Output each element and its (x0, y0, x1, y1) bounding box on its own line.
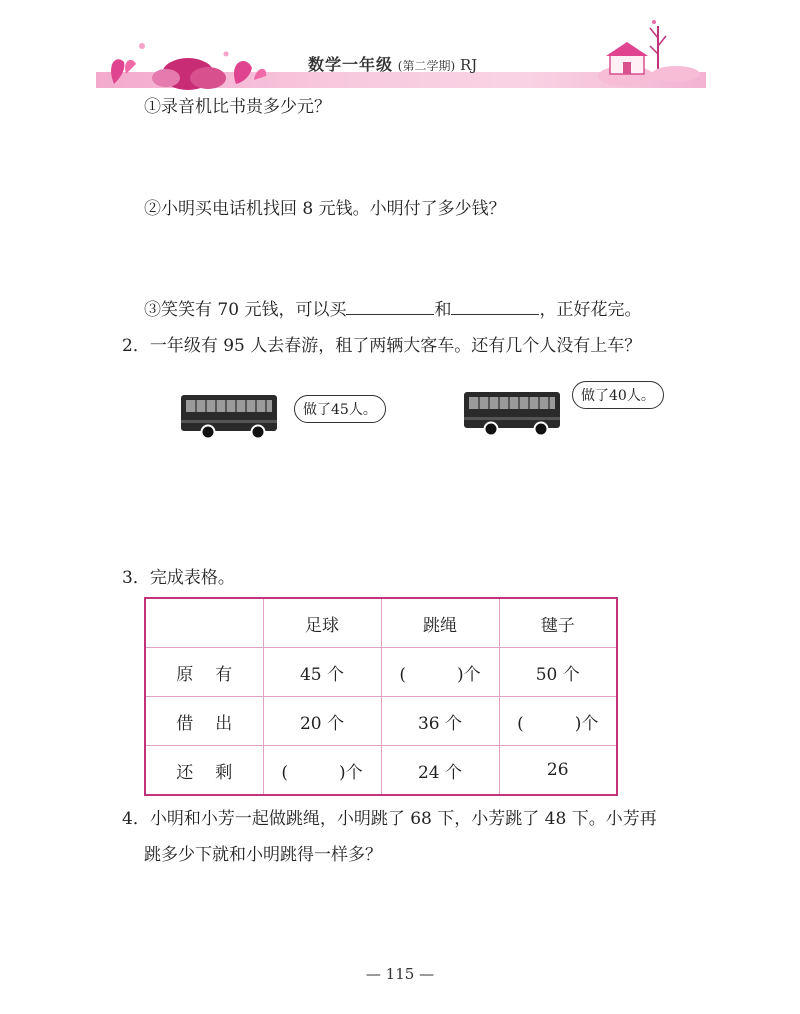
bus-2 (463, 389, 573, 439)
table-cell-blank[interactable]: ( )个 (381, 648, 499, 697)
flower-decoration-icon (96, 34, 276, 90)
q1-sub3-middle: 和 (434, 300, 452, 320)
question-1-sub-2: ②小明买电话机找回 8 元钱。小明付了多少钱？ (144, 199, 506, 219)
table-cell-blank[interactable]: ( )个 (499, 697, 617, 746)
table-header-cell: 足球 (263, 598, 381, 648)
table-cell: 50 个 (499, 648, 617, 697)
table-header-cell: 毽子 (499, 598, 617, 648)
answer-blank-1[interactable] (346, 298, 434, 315)
table-cell: 24 个 (381, 746, 499, 796)
table-header-cell (145, 598, 263, 648)
question-1-sub-1: ①录音机比书贵多少元？ (144, 97, 331, 117)
data-table (144, 597, 618, 796)
question-4-line-2: 跳多少下就和小明跳得一样多？ (144, 845, 382, 865)
answer-blank-2[interactable] (451, 298, 539, 315)
bus-2-speech-bubble: 做了40人。 (572, 381, 664, 409)
book-title: 数学一年级 (308, 55, 394, 74)
table-cell: 36 个 (381, 697, 499, 746)
page-header (96, 18, 706, 90)
table-cell: 45 个 (263, 648, 381, 697)
book-term: (第二学期) (397, 59, 456, 73)
question-3: 3．完成表格。 (122, 568, 235, 588)
bus-icon (463, 389, 563, 437)
book-edition: RJ (459, 56, 478, 74)
table-header-cell: 跳绳 (381, 598, 499, 648)
question-4-line-1: 4．小明和小芳一起做跳绳，小明跳了 68 下，小芳跳了 48 下。小芳再 (122, 809, 657, 829)
bus-icon (180, 392, 280, 440)
house-decoration-icon (596, 18, 706, 90)
table-row-label: 原有 (145, 648, 263, 697)
header-title (308, 52, 477, 75)
q1-sub3-suffix: ，正好花完。 (539, 300, 642, 320)
table-row-label: 还剩 (145, 746, 263, 796)
table-row (145, 648, 617, 697)
page-number: — 115 — (365, 965, 435, 983)
table-cell: 26 (499, 746, 617, 796)
bus-1 (180, 392, 290, 442)
table-cell-blank[interactable]: ( )个 (263, 746, 381, 796)
bus-1-speech-bubble: 做了45人。 (294, 395, 386, 423)
table-row-label: 借出 (145, 697, 263, 746)
q1-sub3-prefix: ③笑笑有 70 元钱，可以买 (144, 300, 347, 320)
table-row (145, 697, 617, 746)
question-1-sub-3 (144, 295, 641, 320)
question-2: 2．一年级有 95 人去春游，租了两辆大客车。还有几个人没有上车？ (122, 336, 642, 356)
table-row (145, 746, 617, 796)
table-cell: 20 个 (263, 697, 381, 746)
table-header-row (145, 598, 617, 648)
